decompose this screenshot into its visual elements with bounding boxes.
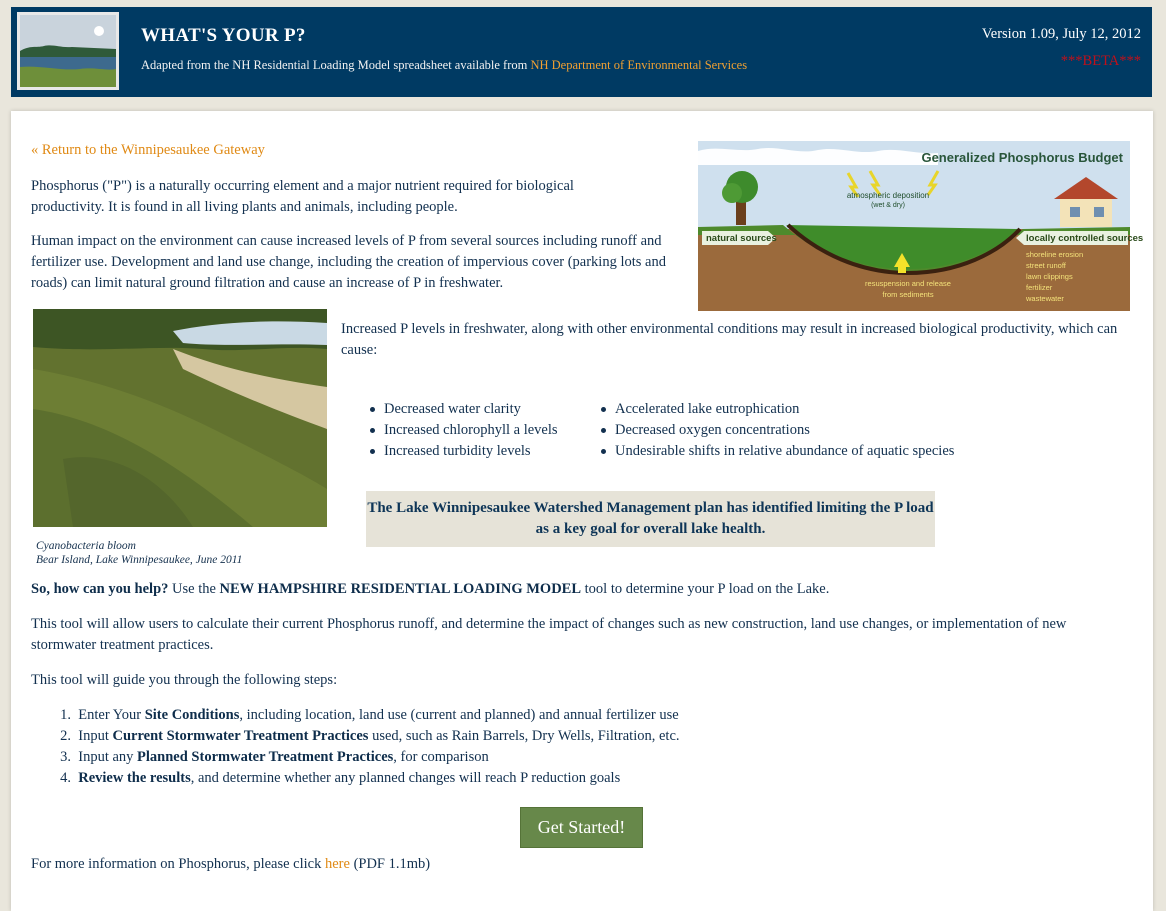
effects-list-right [601, 399, 954, 462]
step-number: 3. [60, 749, 71, 765]
help-pre: Use the [168, 581, 220, 597]
effects-list-left [370, 399, 558, 462]
effect-item: Decreased oxygen concentrations [601, 420, 954, 441]
help-post: tool to determine your P load on the Lake. [581, 581, 830, 597]
pdf-link[interactable]: here [324, 856, 350, 872]
step-item [31, 726, 680, 747]
model-name: NEW HAMPSHIRE RESIDENTIAL LOADING MODEL [219, 581, 582, 597]
get-started-button[interactable]: Get Started! [520, 807, 643, 848]
return-link[interactable]: « Return to the Winnipesaukee Gateway [31, 142, 265, 158]
help-lead: So, how can you help? [31, 581, 169, 597]
step-bold: Site Conditions [144, 707, 240, 723]
site-title: WHAT'S YOUR P? [141, 25, 306, 46]
effect-item: Increased turbidity levels [370, 441, 558, 462]
step-post: , for comparison [393, 749, 489, 765]
more-info-post: (PDF 1.1mb) [349, 856, 431, 872]
tool-description: This tool will allow users to calculate their current Phosphorus runoff, and determine the impact of changes such as new construction, land use changes, or implementation of new stormwater treatment practices. [31, 616, 1067, 653]
step-number: 1. [60, 707, 71, 723]
site-logo [17, 12, 119, 90]
nhdes-link[interactable]: NH Department of Environmental Services [530, 58, 748, 72]
cyanobacteria-photo [33, 309, 327, 527]
site-header [11, 7, 1152, 97]
beta-badge: ***BETA*** [1060, 53, 1141, 69]
steps-list [31, 705, 680, 789]
intro-paragraph-3: Increased P levels in freshwater, along with other environmental conditions may result in increased biological productivity, which can cause: [341, 321, 1118, 358]
intro-paragraph-2: Human impact on the environment can cause increased levels of P from several sources including runoff and fertilizer use. Development and land use change, including the creation of impervious cover (parking lots and roads) can limit natural ground filtration and cause an increase of P in freshwater. [31, 233, 666, 291]
caption-line-1: Cyanobacteria bloom [36, 540, 136, 552]
photo-caption [36, 539, 242, 567]
resuspension-label-2: from sediments [882, 290, 934, 299]
local-item: lawn clippings [1026, 272, 1073, 281]
step-post: , and determine whether any planned changes will reach P reduction goals [190, 770, 621, 786]
local-item: shoreline erosion [1026, 250, 1084, 259]
goal-callout: The Lake Winnipesaukee Watershed Management plan has identified limiting the P load as a key goal for overall lake health. [366, 491, 935, 547]
more-info [31, 854, 430, 875]
diagram-title: Generalized Phosphorus Budget [921, 150, 1123, 165]
natural-sources-label: natural sources [706, 233, 777, 244]
steps-intro: This tool will guide you through the following steps: [31, 672, 338, 688]
step-item [31, 747, 680, 768]
subtitle-text: Adapted from the NH Residential Loading Model spreadsheet available from [141, 58, 531, 72]
resuspension-label-1: resuspension and release [865, 279, 951, 288]
step-number: 2. [60, 728, 71, 744]
step-number: 4. [60, 770, 71, 786]
step-pre: Input any [78, 749, 138, 765]
local-sources-label: locally controlled sources [1026, 233, 1144, 244]
step-bold: Planned Stormwater Treatment Practices [137, 749, 394, 765]
step-bold: Current Stormwater Treatment Practices [112, 728, 369, 744]
step-item [31, 705, 680, 726]
step-item [31, 768, 680, 789]
step-pre: Enter Your [78, 707, 145, 723]
effect-item: Decreased water clarity [370, 399, 558, 420]
version-label: Version 1.09, July 12, 2012 [981, 26, 1141, 42]
effect-item: Undesirable shifts in relative abundance of aquatic species [601, 441, 954, 462]
step-post: used, such as Rain Barrels, Dry Wells, Filtration, etc. [368, 728, 680, 744]
main-panel [11, 111, 1153, 911]
site-subtitle [141, 58, 747, 73]
atmospheric-label-2: (wet & dry) [871, 202, 905, 209]
local-item: wastewater [1026, 294, 1064, 303]
effect-item: Accelerated lake eutrophication [601, 399, 954, 420]
atmospheric-label-1: atmospheric deposition [846, 191, 930, 200]
help-paragraph [31, 579, 1131, 600]
caption-line-2: Bear Island, Lake Winnipesaukee, June 2011 [36, 554, 243, 566]
step-bold: Review the results [78, 770, 191, 786]
intro-paragraph-1: Phosphorus ("P") is a naturally occurring element and a major nutrient required for biological productivity. It is found in all living plants and animals, including people. [31, 178, 574, 215]
more-info-pre: For more information on Phosphorus, please click [31, 856, 325, 872]
step-post: , including location, land use (current and planned) and annual fertilizer use [239, 707, 679, 723]
step-pre: Input [78, 728, 113, 744]
phosphorus-budget-diagram [698, 141, 1144, 311]
local-item: street runoff [1026, 261, 1066, 270]
effect-item: Increased chlorophyll a levels [370, 420, 558, 441]
local-item: fertilizer [1026, 283, 1053, 292]
